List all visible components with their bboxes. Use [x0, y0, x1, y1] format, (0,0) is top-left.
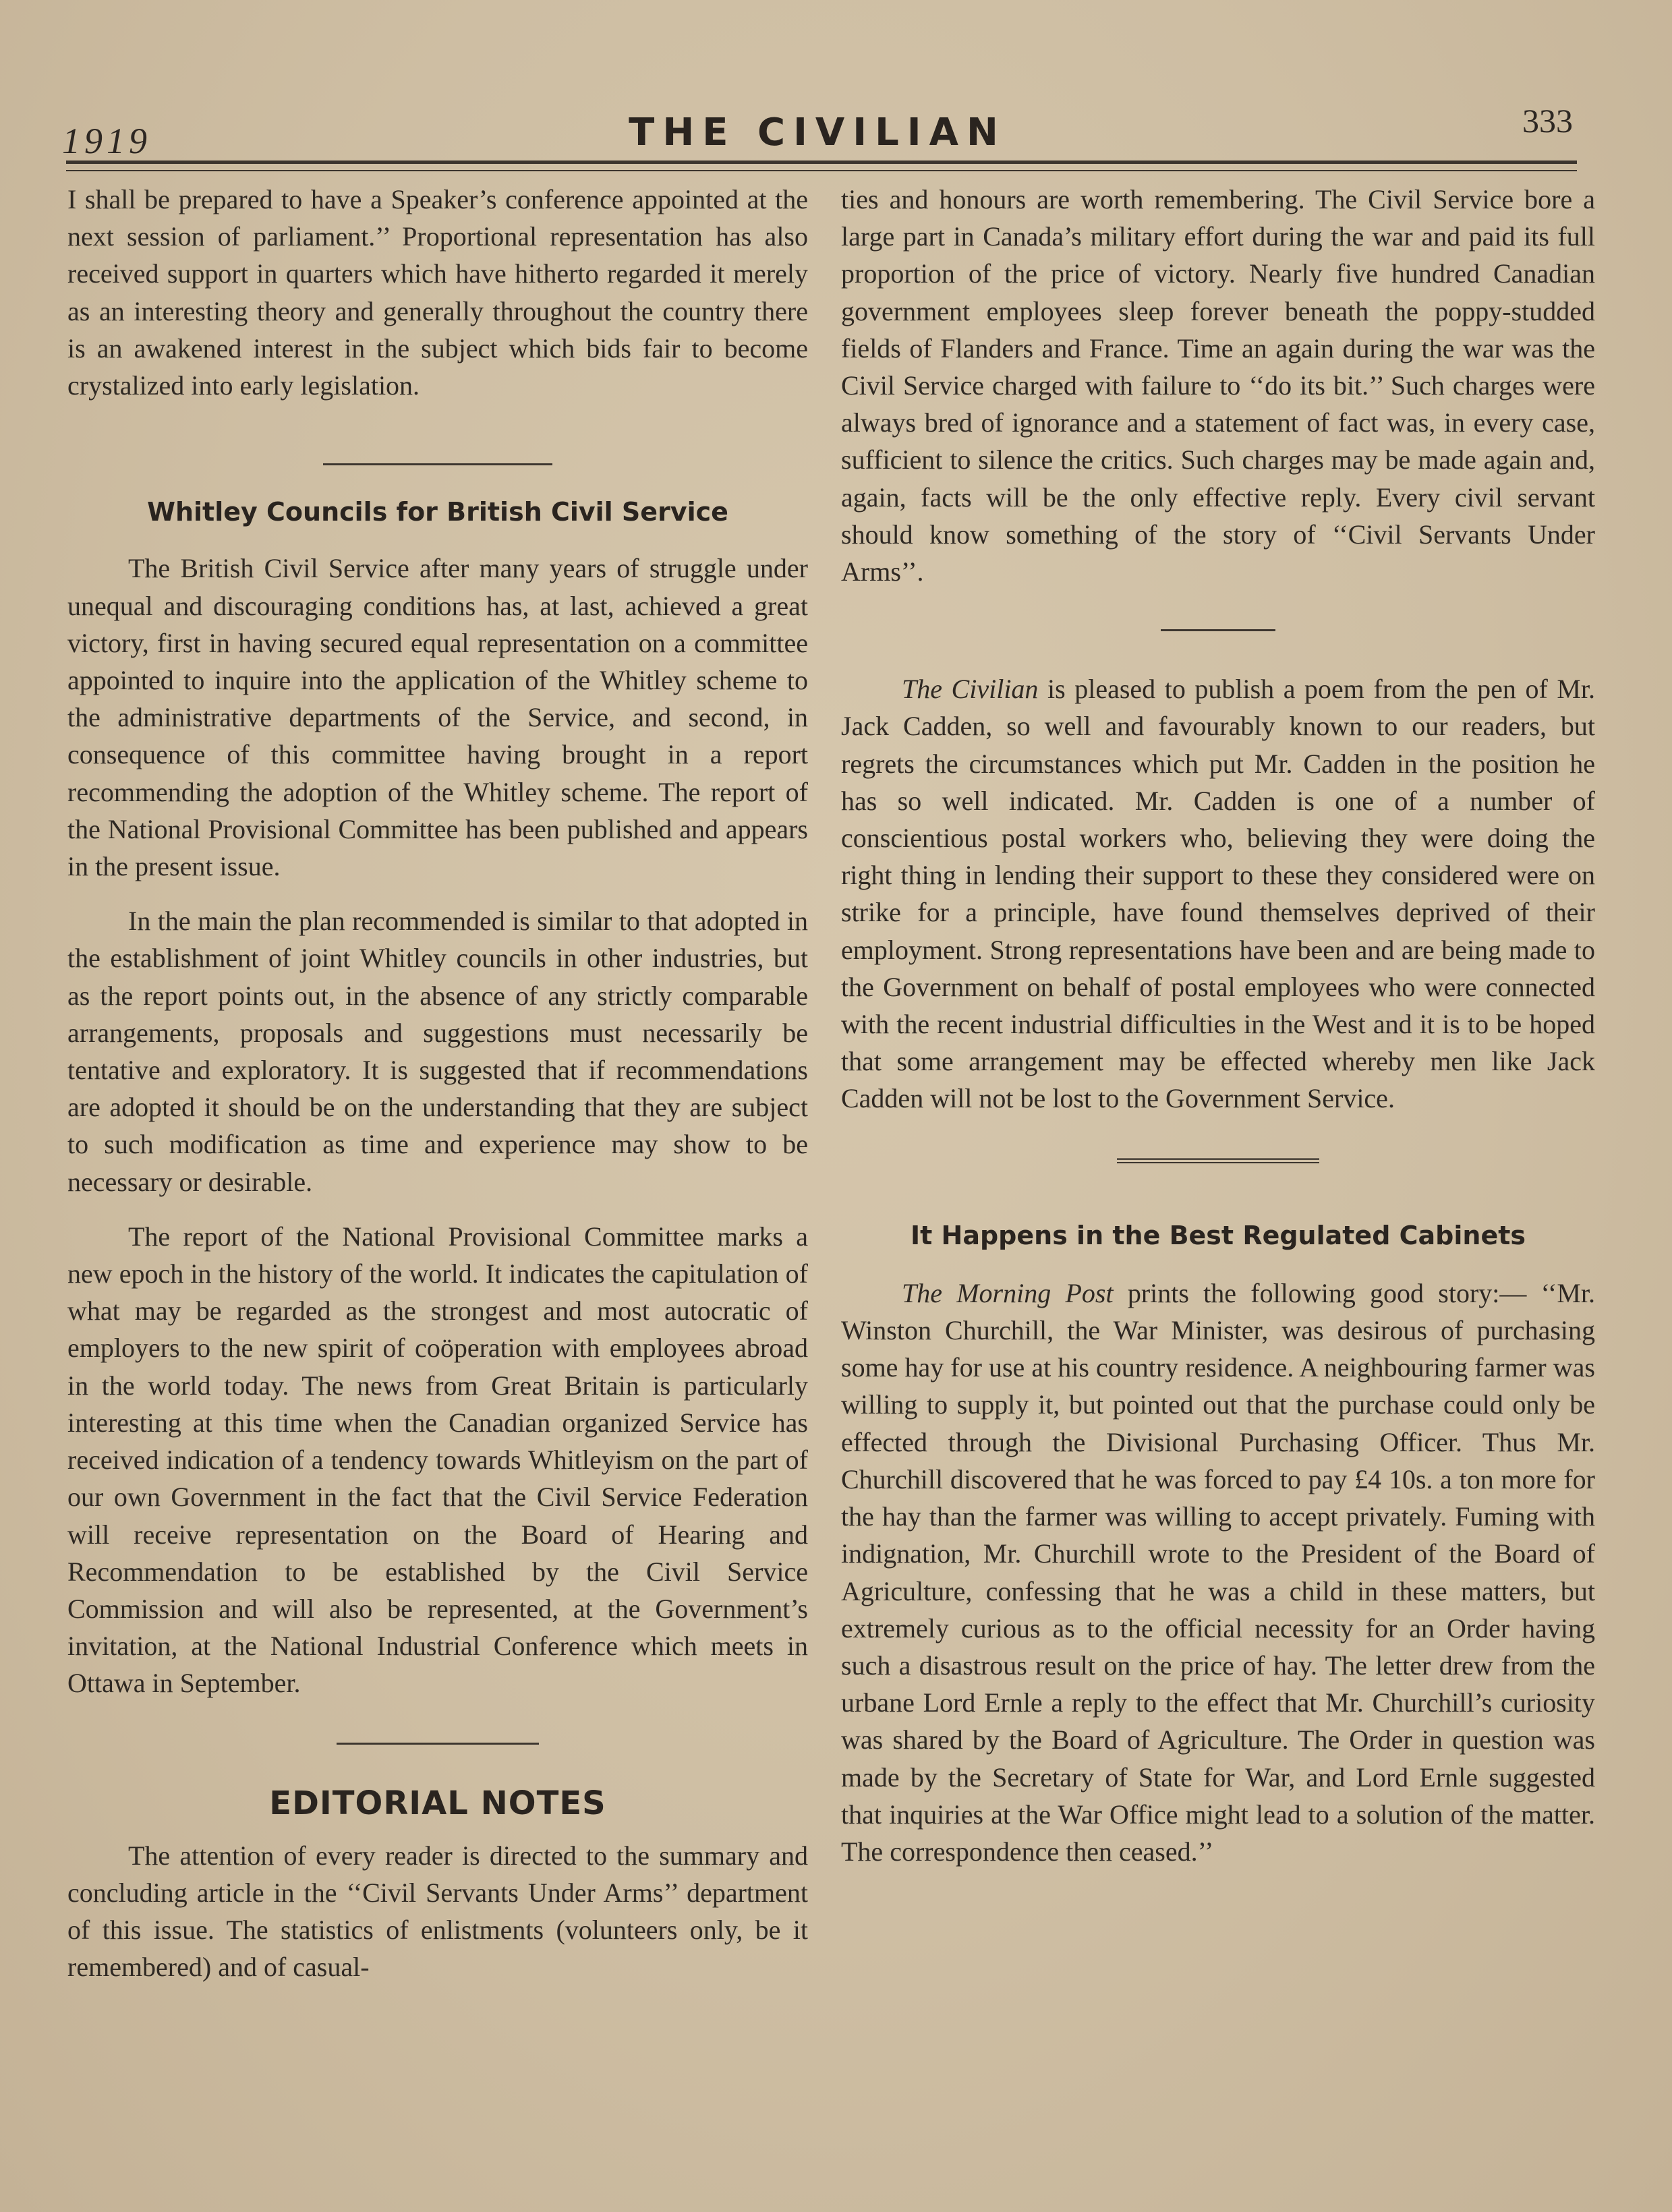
cabinets-heading: It Happens in the Best Regulated Cabinets: [910, 1220, 1526, 1250]
editorial-continued-paragraph: ties and honours are worth remembering. The Civil Service bore a large part in Canada’s military effort during the war and paid its full proportion of the price of victory. Nearly five hundred Canadian government employees sleep forever beneath the poppy-studded fields of Flanders and France. Time an again during the war was the Civil Service charged with failure to ‘‘do its bit.’’ Such charges were always bred of ignorance and a statement of fact was, in every case, sufficient to silence the critics. Such charges may be made again and, again, facts will be the only effective reply. Every civil servant should know something of the story of ‘‘Civil Servants Under Arms’’.: [841, 184, 1595, 587]
section-divider-double: [1117, 1158, 1319, 1163]
left-column: [67, 181, 808, 1986]
whitley-paragraph-1: The British Civil Service after many years of struggle under unequal and discouraging conditions has, at last, achieved a great victory, first in having secured equal representation on a committee appointed to inquire into the application of the Whitley scheme to the administrative departments of the Service, and second, in consequence of this committee having brought in a report recommending the adoption of the Whitley scheme. The report of the National Provisional Committee has been published and appears in the present issue.: [67, 553, 808, 882]
cadden-text: is pleased to publish a poem from the pen of Mr. Jack Cadden, so well and favourably known to our readers, but regrets the circumstances which put Mr. Cadden in the position he has so well indicated. Mr. Cadden is one of a number of conscientious postal workers who, believing they were doing the right thing in lending their support to these they considered were on strike for a principle, have found themselves deprived of their employment. Strong representations have been and are being made to the Government on behalf of postal employees who were connected with the recent industrial difficulties in the West and it is to be hoped that some arrangement may be effected whereby men like Jack Cadden will not be lost to the Government Service.: [841, 674, 1596, 1114]
continued-paragraph: I shall be prepared to have a Speaker’s conference appointed at the next session of parliament.’’ Proportional representation has also received support in quarters which have hitherto regarded it merely as an interesting theory and generally throughout the country there is an awakened interest in the subject which bids fair to become crystalized into early legislation.: [67, 184, 808, 401]
whitley-paragraph-2: In the main the plan recommended is similar to that adopted in the establishment of joint Whitley councils in other industries, but as the report points out, in the absence of any strictly comparable arrangements, proposals and suggestions must necessarily be tentative and exploratory. It is suggested that if recommendations are adopted it should be on the understanding that they are subject to such modification as time and experience may show to be necessary or desirable.: [67, 906, 808, 1197]
editorial-notes-heading: EDITORIAL NOTES: [269, 1784, 606, 1822]
morning-post-italic: The Morning Post: [902, 1277, 1114, 1308]
editorial-paragraph: The attention of every reader is directed to the summary and concluding article in the ‘‘Civil Servants Under Arms’’ department of this issue. The statistics of enlistments (volunteers only, be it remembered) and of casual-: [67, 1840, 808, 1983]
page-header: [62, 101, 1573, 175]
header-year: 1919: [62, 121, 151, 161]
cabinets-text: prints the following good story:— ‘‘Mr. Winston Churchill, the War Minister, was desirous of purchasing some hay for use at his country residence. A neighbouring farmer was willing to supply it, but pointed out that the purchase could only be effected through the Divisional Purchasing Officer. Thus Mr. Churchill discovered that he was forced to pay £4 10s. a ton more for the hay than the farmer was willing to accept privately. Fuming with indignation, Mr. Churchill wrote to the President of the Board of Agriculture, confessing that he was a child in these matters, but extremely curious as to the official necessity for an Order having such a disastrous result on the price of hay. The letter drew from the urbane Lord Ernle a reply to the effect that Mr. Churchill’s curiosity was shared by the Board of Agriculture. The Order in question was made by the Secretary of State for War, and Lord Ernle suggested that inquiries at the War Office might lead to a solution of the matter. The correspondence then ceased.’’: [841, 1277, 1595, 1867]
cabinets-paragraph: [841, 1275, 1595, 1870]
publication-name-italic: The Civilian: [902, 674, 1039, 705]
whitley-heading: Whitley Councils for British Civil Service: [147, 497, 728, 527]
publication-title: THE CIVILIAN: [629, 111, 1006, 154]
cadden-paragraph: [841, 670, 1595, 1117]
whitley-paragraph-3: The report of the National Provisional Committee marks a new epoch in the history of the world. It indicates the capitulation of what may be regarded as the strongest and most autocratic of employers to the new spirit of coöperation with employees abroad in the world today. The news from Great Britain is particularly interesting at this time when the Canadian organized Service has received indication of a tendency towards Whitleyism on the part of our own Government in the fact that the Civil Service Federation will receive representation on the Board of Hearing and Recommendation to be established by the Civil Service Commission and will also be represented, at the Government’s invitation, at the National Industrial Conference which meets in Ottawa in September.: [67, 1221, 808, 1699]
header-rule-thin: [66, 170, 1577, 171]
header-rule-thick: [66, 161, 1577, 164]
right-column: [841, 181, 1595, 1870]
page-number: 333: [1522, 102, 1573, 140]
